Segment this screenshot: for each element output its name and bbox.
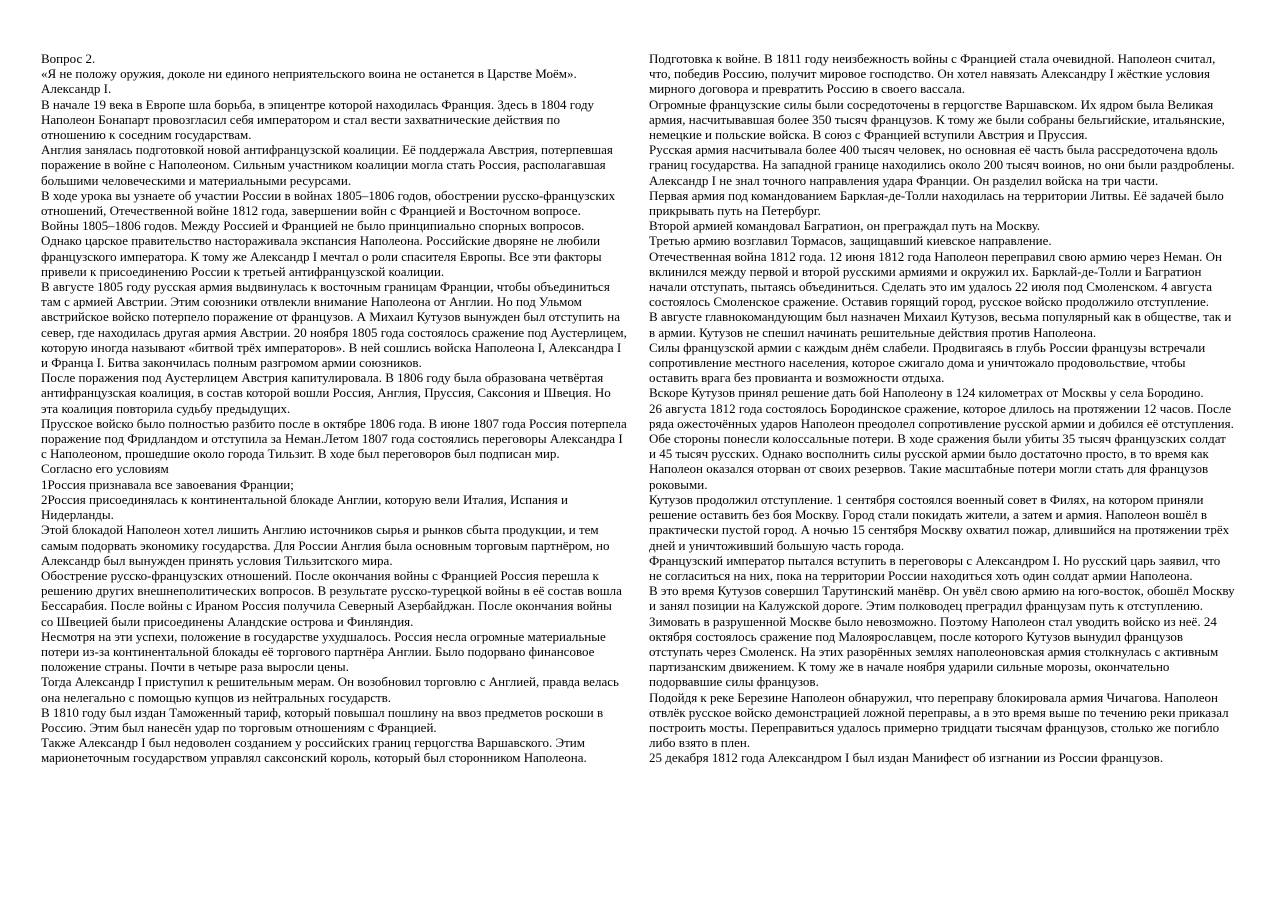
paragraph: Первая армия под командованием Барклая-де-Толли находилась на территории Литвы. Её задачей было прикрывать путь на Петербург. — [649, 187, 1224, 219]
paragraph: Вопрос 2. — [41, 51, 96, 66]
paragraph: В августе 1805 году русская армия выдвинулась к восточным границам Франции, чтобы объединиться там с армией Австрии. Этим союзники отвлекли внимание Наполеона от Англии. Но под Ульмом австрийское войско потерпело поражение от французов. А Михаил Кутузов вынужден был отступить на север, где находилась другая армия Австрии. 20 ноября 1805 года состоялось сражение под Аустерлицем, которую иногда называют «битвой трёх императоров». В ней сошлись войска Наполеона I, Александра I и Франца I. Битва закончилась полным разгромом армии союзников. — [41, 279, 627, 371]
paragraph: Зимовать в разрушенной Москве было невозможно. Поэтому Наполеон стал уводить войско из неё. 24 октября состоялось сражение под Малоярославцем, после которого Кутузов вынудил французов отступать через Смоленск. На этих разорённых землях наполеоновская армия столкнулась с активным партизанским движением. К тому же в начале ноября ударили сильные морозы, окончательно подорвавшие силы французов. — [649, 613, 1219, 690]
paragraph: В 1810 году был издан Таможенный тариф, который повышал пошлину на ввоз предметов роскоши в Россию. Этим был нанесён удар по торговым отношениям с Францией. — [41, 704, 604, 735]
paragraph: Подойдя к реке Березине Наполеон обнаружил, что переправу блокировала армия Чичагова. Наполеон отвлёк русское войско демонстрацией ложной переправы, а в это время выше по течению реки приказал построить мосты. Переправиться удалось примерно тридцати тысячам французов, столько же погибло либо взято в плен. — [649, 689, 1229, 751]
paragraph: В ходе урока вы узнаете об участии России в войнах 1805–1806 годов, обострении русско-французских отношений, Отечественной войне 1812 года, завершении войн с Францией и Восточном вопросе. — [41, 187, 616, 219]
paragraph: Огромные французские силы были сосредоточены в герцогстве Варшавском. Их ядром была Великая армия, насчитывавшая более 350 тысяч французов. К тому же были собраны бельгийские, итальянские, немецкие и польские войска. В союз с Францией вступили Австрия и Пруссия. — [649, 96, 1225, 143]
paragraph: «Я не положу оружия, доколе ни единого неприятельского воина не останется в Царстве Моём». Александр I. — [41, 66, 577, 97]
paragraph: Кутузов продолжил отступление. 1 сентября состоялся военный совет в Филях, на котором приняли решение оставить без боя Москву. Город стали покидать жители, а затем и армия. Наполеон вошёл в практически пустой город. А ночью 15 сентября Москву охватил пожар, длившийся на протяжении трёх дней и уничтоживший большую часть города. — [649, 491, 1230, 553]
paragraph: Также Александр I был недоволен созданием у российских границ герцогства Варшавского. Этим марионеточным государством управлял саксонский король, который был сторонником Наполеона. — [41, 735, 587, 766]
paragraph: Третью армию возглавил Тормасов, защищавший киевское направление. — [649, 233, 1052, 249]
paragraph: 26 августа 1812 года состоялось Бородинское сражение, которое длилось на протяжении 12 часов. После ряда ожесточённых ударов Наполеон преодолел сопротивление русской армии и добился её отступления. Обе стороны понесли колоссальные потери. В ходе сражения были убиты 35 тысяч французских солдат и 45 тысяч русских. Однако восполнить силы русской армии было достаточно просто, в то время как Наполеон оказался оторван от своих резервов. Такие масштабные потери могли стать для французов роковыми. — [649, 400, 1234, 492]
paragraph: Французский император пытался вступить в переговоры с Александром I. Но русский царь заявил, что не согласиться на них, пока на территории России находиться хоть один солдат армии Наполеона. — [649, 552, 1221, 583]
paragraph: Подготовка к войне. В 1811 году неизбежность войны с Францией стала очевидной. Наполеон считал, что, победив Россию, получит мировое господство. Он хотел навязать Александру I жёсткие условия мирного договора и превратить Россию в своего вассала. — [649, 51, 1216, 97]
paragraph: Этой блокадой Наполеон хотел лишить Англию источников сырья и рынков сбыта продукции, и тем самым подорвать экономику государства. Для России Англия была основным торговым партнёром, но Александр был вынужден принять условия Тильзитского мира. — [41, 522, 610, 568]
paragraph: Несмотря на эти успехи, положение в государстве ухудшалось. Россия несла огромные материальные потери из-за континентальной блокады её торгового партнёра Англии. Было подорвано финансовое положение страны. Почти в четыре раза выросли цены. — [41, 628, 606, 675]
paragraph: Отечественная война 1812 года. 12 июня 1812 года Наполеон переправил свою армию через Неман. Он вклинился между первой и второй русскими армиями и окружил их. Барклай-де-Толли и Багратион начали отступать, пытаясь объединиться. Сделать это им удалось 22 июля под Смоленском. 4 августа состоялось Смоленское сражение. Оставив горящий город, русское войско продолжило отступление. — [649, 248, 1223, 310]
paragraph: Согласно его условиям — [41, 461, 169, 477]
paragraph: Прусское войско было полностью разбито после в октябре 1806 года. В июне 1807 года Россия потерпела поражение под Фридландом и отступила за Неман.Летом 1807 года состоялись переговоры Александра I с Наполеоном, прошедшие около города Тильзит. В ходе был переговоров был подписан мир. — [41, 415, 627, 462]
paragraph: В августе главнокомандующим был назначен Михаил Кутузов, весьма популярный как в обществе, так и в армии. Кутузов не спешил начинать решительные действия против Наполеона. — [649, 309, 1232, 340]
paragraph: Силы французской армии с каждым днём слабели. Продвигаясь в глубь России французы встречали сопротивление местного населения, которое сжигало дома и уничтожало продовольствие, чтобы оставить врага без провианта и возможности отдыха. — [649, 339, 1206, 386]
paragraph: В это время Кутузов совершил Тарутинский манёвр. Он увёл свою армию на юго-восток, обошёл Москву и занял позиции на Калужской дороге. Этим полководец преградил французам путь к отступлению. — [649, 583, 1235, 614]
paragraph: 25 декабря 1812 года Александром I был издан Манифест об изгнании из России французов. — [649, 750, 1164, 766]
paragraph: 1Россия признавала все завоевания Франции; — [41, 476, 294, 492]
paragraph: Англия занялась подготовкой новой антифранцузской коалиции. Её поддержала Австрия, потерпевшая поражение в войне с Наполеоном. Сильным участником коалиции могла стать Россия, располагавшая большими человеческими и материальными ресурсами. — [41, 142, 613, 188]
paragraph: Обострение русско-французских отношений. После окончания войны с Францией Россия перешла к решению других внешнеполитических вопросов. В результате русско-турецкой войны в её состав вошла Бессарабия. После войны с Ираном Россия получила Северный Азербайджан. После окончания войны со Швецией были присоединены Аландские острова и Финляндия. — [41, 567, 622, 629]
paragraph: После поражения под Аустерлицем Австрия капитулировала. В 1806 году была образована четвёртая антифранцузская коалиция, в состав которой вошли Россия, Англия, Пруссия, Саксония и Швеция. Но эта коалиция повторила судьбу предыдущих. — [41, 370, 611, 416]
paragraph: 2Россия присоединялась к континентальной блокаде Англии, которую вели Италия, Испания и Нидерланды. — [41, 491, 568, 523]
right-text-column — [649, 51, 1235, 766]
paragraph: Русская армия насчитывала более 400 тысяч человек, но основная её часть была рассредоточена вдоль границ государства. На западной границе находились около 200 тысяч воинов, но они были раздроблены. Александр I не знал точного направления удара Франции. Он разделил войска на три части. — [649, 142, 1235, 188]
left-text-column — [41, 51, 627, 766]
paragraph: В начале 19 века в Европе шла борьба, в эпицентре которой находилась Франция. Здесь в 1804 году Наполеон Бонапарт провозгласил себя императором и стал вести захватнические действия по отношению к соседним государствам. — [41, 96, 595, 143]
paragraph: Войны 1805–1806 годов. Между Россией и Францией не было принципиально спорных вопросов. Однако царское правительство настораживала экспансия Наполеона. Российские дворяне не любили французского императора. К тому же Александр I мечтал о роли спасителя Европы. Все эти факторы привели к присоединению России к третьей антифранцузской коалиции. — [41, 218, 602, 279]
paragraph: Вскоре Кутузов принял решение дать бой Наполеону в 124 километрах от Москвы у села Бородино. — [649, 385, 1204, 401]
paragraph: Второй армией командовал Багратион, он преграждал путь на Москву. — [649, 218, 1041, 234]
paragraph: Тогда Александр I приступил к решительным мерам. Он возобновил торговлю с Англией, правда велась она нелегально с помощью купцов из нейтральных государств. — [41, 674, 619, 705]
